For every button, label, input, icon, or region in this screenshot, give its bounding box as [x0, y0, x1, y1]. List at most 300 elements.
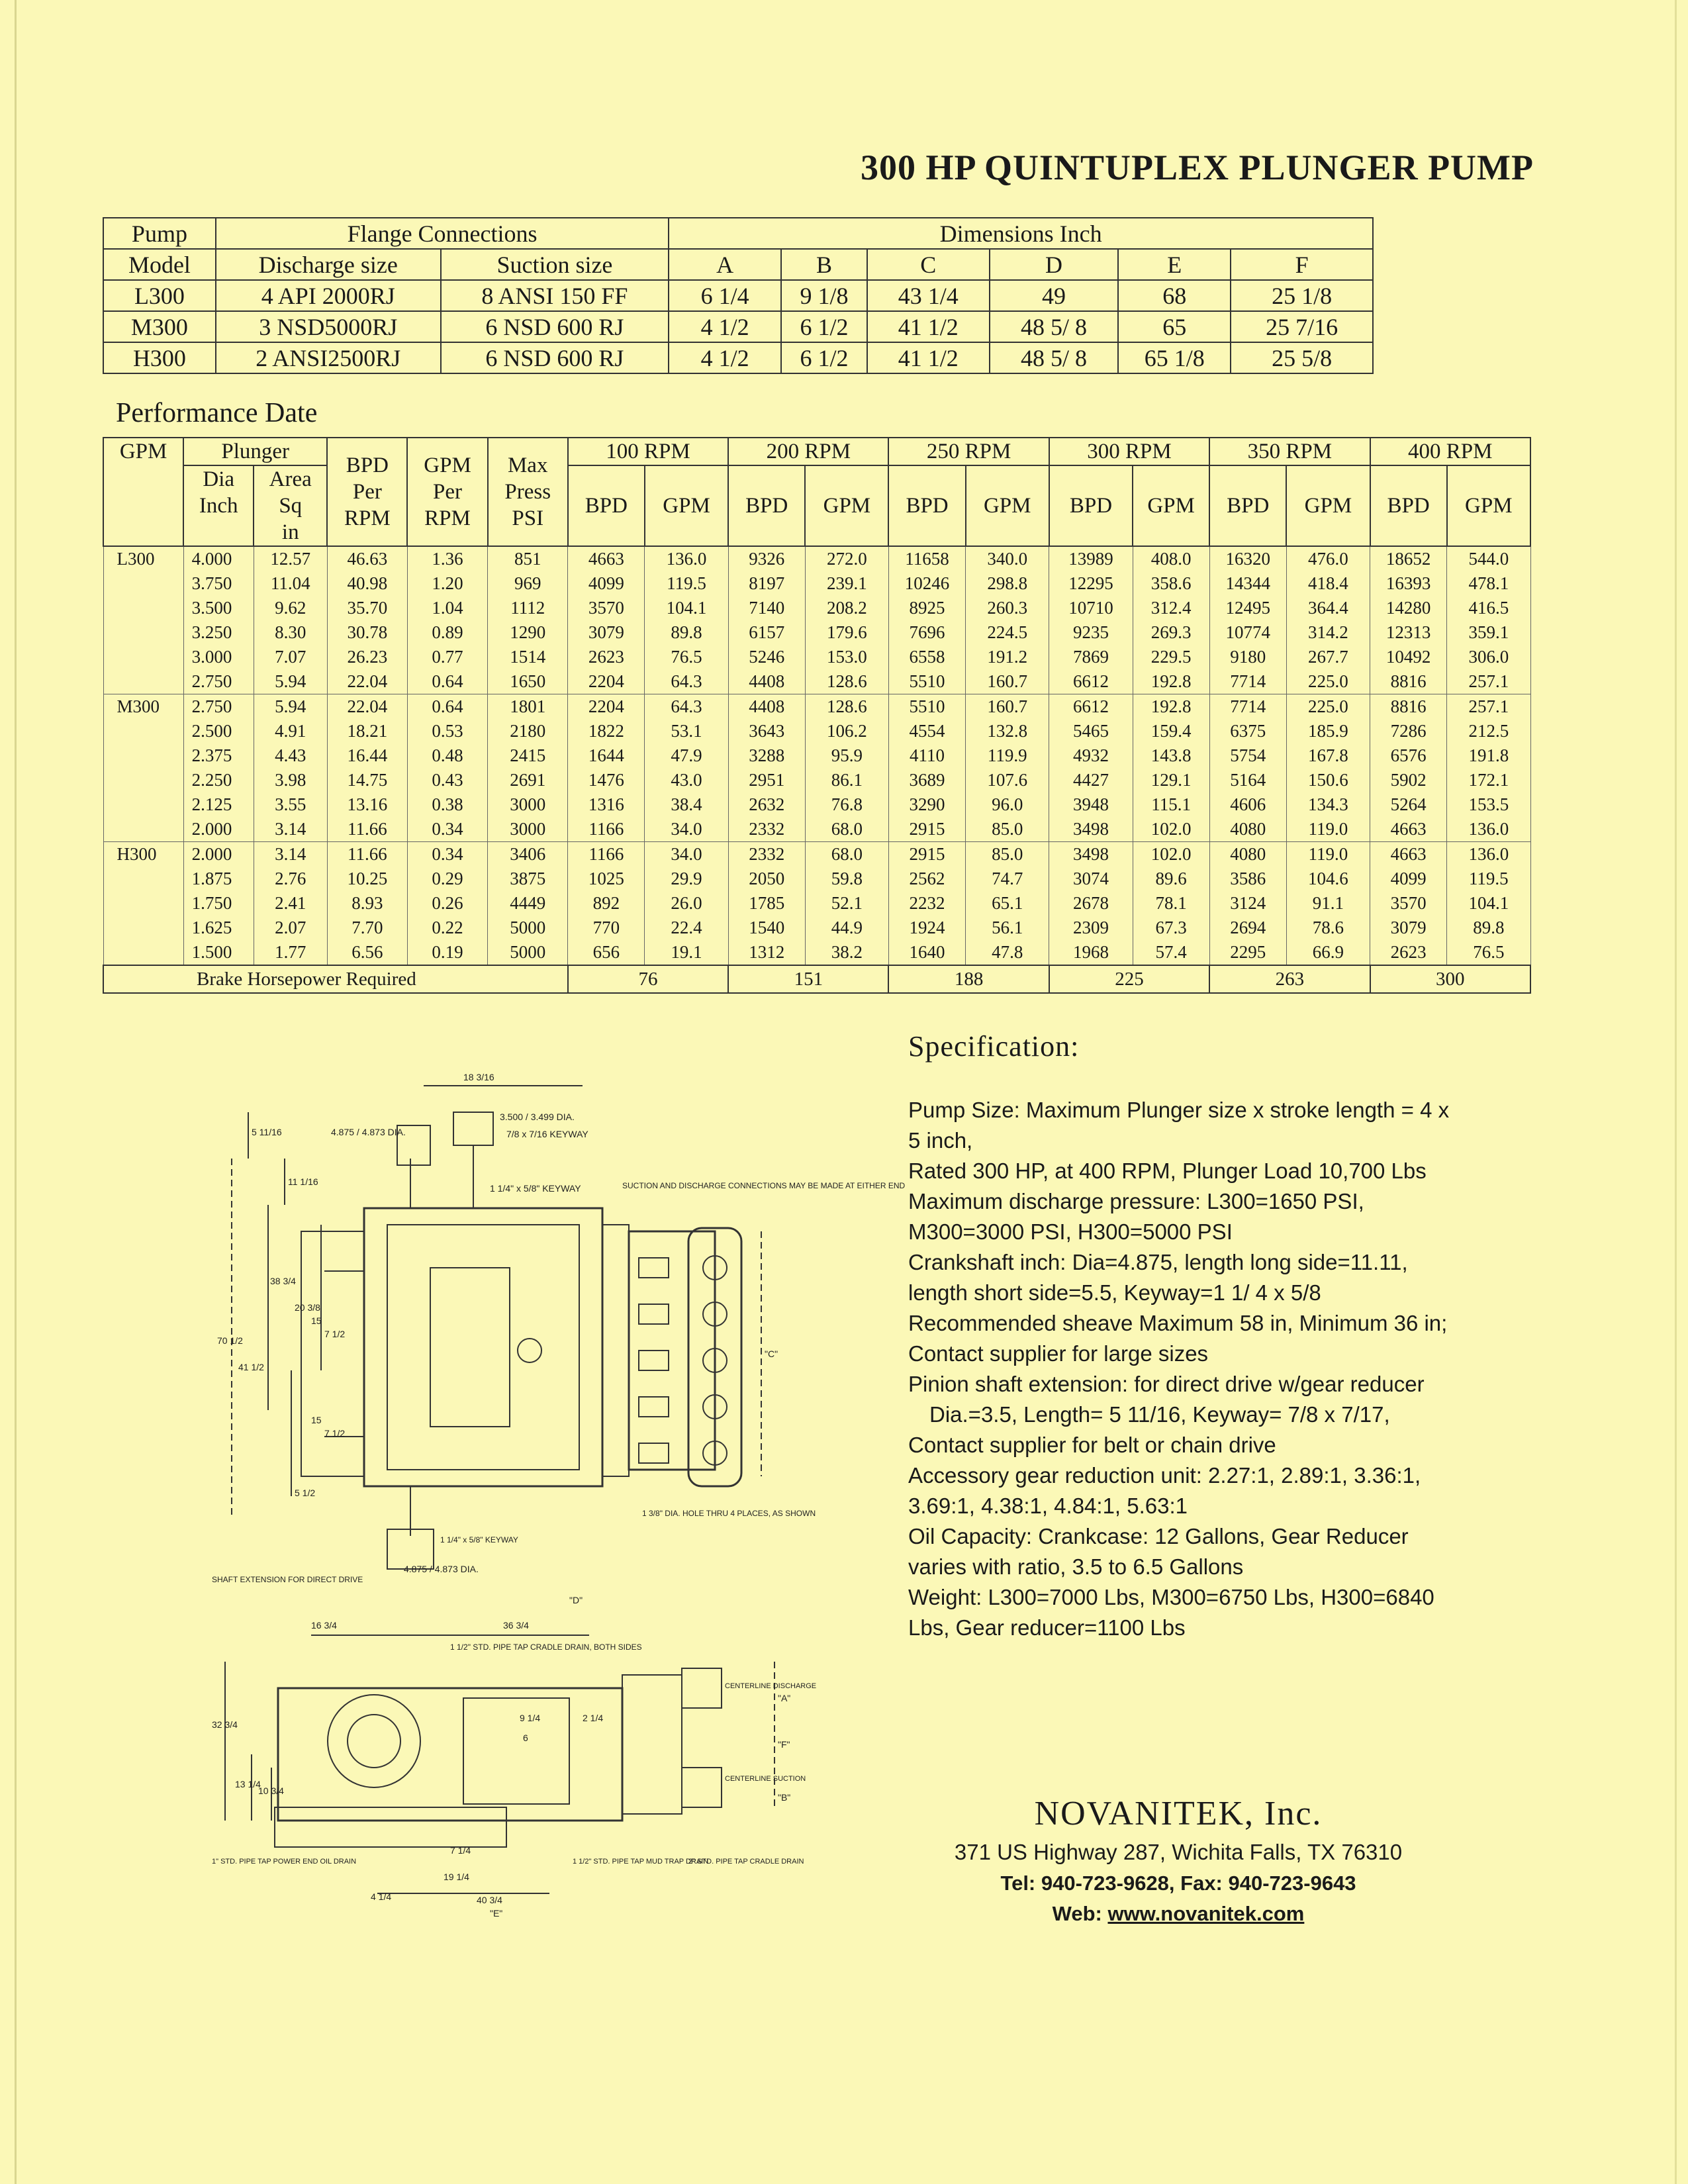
performance-cell: 4080: [1209, 842, 1286, 867]
dimensions-row: [103, 280, 1373, 311]
drawing-label: 40 3/4: [477, 1895, 502, 1905]
performance-cell: 89.8: [645, 620, 728, 645]
performance-cell: 5510: [888, 694, 965, 720]
performance-cell: 212.5: [1447, 719, 1530, 743]
performance-cell: 0.89: [407, 620, 487, 645]
bhp-value: 188: [888, 965, 1049, 993]
performance-cell: 0.64: [407, 694, 487, 720]
performance-cell: 3079: [1370, 916, 1447, 940]
performance-cell: 67.3: [1133, 916, 1209, 940]
performance-cell: 3124: [1209, 891, 1286, 916]
header-max-press: Max Press PSI: [488, 438, 568, 546]
performance-cell: 3498: [1049, 842, 1133, 867]
header-gpm-sub: GPM: [966, 465, 1049, 546]
performance-cell: 2.375: [183, 743, 254, 768]
performance-cell: 225.0: [1286, 694, 1370, 720]
dimension-cell: 6 1/4: [669, 280, 781, 311]
performance-cell: 1025: [568, 867, 645, 891]
header-discharge: Discharge size: [216, 249, 441, 280]
performance-cell: 8.30: [254, 620, 327, 645]
drawing-label: 1 3/8" DIA. HOLE THRU 4 PLACES, AS SHOWN: [642, 1509, 816, 1518]
drawing-label: 19 1/4: [444, 1872, 469, 1882]
performance-cell: 76.5: [1447, 940, 1530, 965]
performance-row: [103, 817, 1530, 842]
header-gpm: GPM: [103, 438, 183, 546]
header-bpd-per-rpm: BPD Per RPM: [327, 438, 407, 546]
drawing-label: "F": [778, 1739, 790, 1750]
performance-cell: 66.9: [1286, 940, 1370, 965]
side-view-drawing: [225, 1635, 774, 1893]
performance-cell: 9326: [728, 546, 805, 571]
performance-cell: 1540: [728, 916, 805, 940]
performance-cell: 2180: [488, 719, 568, 743]
performance-cell: 18.21: [327, 719, 407, 743]
dimension-cell: 2 ANSI2500RJ: [216, 342, 441, 373]
pump-model-cell: H300: [103, 842, 183, 867]
performance-cell: 4099: [1370, 867, 1447, 891]
drawing-label: "D": [569, 1595, 583, 1605]
performance-cell: 89.6: [1133, 867, 1209, 891]
performance-cell: 115.1: [1133, 792, 1209, 817]
drawing-label: 70 1/2: [217, 1335, 243, 1346]
performance-cell: 185.9: [1286, 719, 1370, 743]
dimension-cell: 4 1/2: [669, 342, 781, 373]
page-edge: [15, 0, 17, 2184]
header-suction: Suction size: [441, 249, 669, 280]
header-rpm-350: 350 RPM: [1209, 438, 1370, 465]
performance-cell: 4408: [728, 694, 805, 720]
header-gpm-sub: GPM: [805, 465, 888, 546]
dimension-cell: 9 1/8: [781, 280, 867, 311]
performance-cell: 257.1: [1447, 694, 1530, 720]
performance-cell: 229.5: [1133, 645, 1209, 669]
performance-cell: 7286: [1370, 719, 1447, 743]
performance-cell: 6.56: [327, 940, 407, 965]
drawing-label: CENTERLINE SUCTION: [725, 1775, 806, 1783]
spec-line: Recommended sheave Maximum 58 in, Minimum 36 in; Contact supplier for large sizes: [908, 1311, 1448, 1366]
performance-cell: 16.44: [327, 743, 407, 768]
performance-cell: 269.3: [1133, 620, 1209, 645]
performance-cell: 8816: [1370, 669, 1447, 694]
header-gpm-sub: GPM: [1447, 465, 1530, 546]
dimensions-table: [103, 217, 1374, 374]
performance-row: [103, 571, 1530, 596]
performance-cell: 4.000: [183, 546, 254, 571]
drawing-label: 16 3/4: [311, 1620, 337, 1631]
performance-cell: 1.04: [407, 596, 487, 620]
performance-cell: 4110: [888, 743, 965, 768]
performance-cell: 544.0: [1447, 546, 1530, 571]
performance-cell: 3.14: [254, 817, 327, 842]
performance-cell: 11.66: [327, 817, 407, 842]
performance-cell: 476.0: [1286, 546, 1370, 571]
performance-cell: 68.0: [805, 842, 888, 867]
performance-cell: 159.4: [1133, 719, 1209, 743]
performance-row: [103, 867, 1530, 891]
performance-cell: 104.1: [1447, 891, 1530, 916]
performance-cell: 64.3: [645, 694, 728, 720]
performance-cell: 314.2: [1286, 620, 1370, 645]
performance-cell: 14.75: [327, 768, 407, 792]
performance-cell: 478.1: [1447, 571, 1530, 596]
performance-cell: 107.6: [966, 768, 1049, 792]
performance-cell: 179.6: [805, 620, 888, 645]
drawing-label: 41 1/2: [238, 1362, 264, 1372]
performance-cell: 2623: [568, 645, 645, 669]
performance-cell: 2.250: [183, 768, 254, 792]
performance-cell: 12295: [1049, 571, 1133, 596]
performance-cell: 7.70: [327, 916, 407, 940]
header-gpm-sub: GPM: [1286, 465, 1370, 546]
performance-cell: 119.0: [1286, 842, 1370, 867]
dimension-cell: 6 NSD 600 RJ: [441, 311, 669, 342]
performance-cell: 9235: [1049, 620, 1133, 645]
performance-cell: 3.750: [183, 571, 254, 596]
performance-cell: 2.750: [183, 694, 254, 720]
performance-row: [103, 891, 1530, 916]
header-bpd: BPD: [568, 465, 645, 546]
performance-cell: 160.7: [966, 669, 1049, 694]
performance-cell: 191.8: [1447, 743, 1530, 768]
page-title: 300 HP QUINTUPLEX PLUNGER PUMP: [861, 148, 1534, 187]
performance-cell: 136.0: [1447, 842, 1530, 867]
performance-cell: 2.41: [254, 891, 327, 916]
performance-cell: 136.0: [645, 546, 728, 571]
dimension-cell: 48 5/ 8: [990, 311, 1119, 342]
performance-cell: 43.0: [645, 768, 728, 792]
dimension-cell: 3 NSD5000RJ: [216, 311, 441, 342]
drawing-label: 1" STD. PIPE TAP POWER END OIL DRAIN: [212, 1858, 357, 1866]
drawing-label: 1 1/2" STD. PIPE TAP CRADLE DRAIN, BOTH SIDES: [450, 1642, 642, 1652]
performance-cell: 7714: [1209, 669, 1286, 694]
performance-cell: 2.750: [183, 669, 254, 694]
performance-cell: 3570: [568, 596, 645, 620]
performance-row: [103, 645, 1530, 669]
header-dia: Dia Inch: [183, 465, 254, 546]
spec-line: Weight: L300=7000 Lbs, M300=6750 Lbs, H300=6840 Lbs, Gear reducer=1100 Lbs: [908, 1585, 1434, 1640]
performance-cell: 5000: [488, 940, 568, 965]
company-web: [914, 1902, 1443, 1926]
performance-cell: 64.3: [645, 669, 728, 694]
pump-dimension-drawings: [212, 1066, 906, 1920]
performance-cell: 119.0: [1286, 817, 1370, 842]
header-dim-f: F: [1231, 249, 1373, 280]
performance-cell: 3290: [888, 792, 965, 817]
performance-cell: 340.0: [966, 546, 1049, 571]
performance-cell: 7140: [728, 596, 805, 620]
performance-cell: 3288: [728, 743, 805, 768]
drawing-label: 15: [311, 1415, 322, 1425]
performance-cell: 2204: [568, 694, 645, 720]
performance-cell: 5902: [1370, 768, 1447, 792]
header-dim-b: B: [781, 249, 867, 280]
performance-cell: 150.6: [1286, 768, 1370, 792]
dimension-cell: 41 1/2: [867, 342, 990, 373]
performance-cell: 1.750: [183, 891, 254, 916]
performance-cell: 78.6: [1286, 916, 1370, 940]
performance-cell: 119.5: [1447, 867, 1530, 891]
performance-cell: 969: [488, 571, 568, 596]
performance-cell: 104.6: [1286, 867, 1370, 891]
page-edge: [1675, 0, 1677, 2184]
performance-row: [103, 620, 1530, 645]
performance-cell: 5510: [888, 669, 965, 694]
performance-cell: 35.70: [327, 596, 407, 620]
performance-cell: 34.0: [645, 817, 728, 842]
performance-cell: 167.8: [1286, 743, 1370, 768]
performance-cell: 1640: [888, 940, 965, 965]
pump-model-cell: [103, 792, 183, 817]
performance-cell: 106.2: [805, 719, 888, 743]
dimension-cell: 65: [1118, 311, 1231, 342]
drawing-label: 1 1/2" STD. PIPE TAP MUD TRAP DRAIN: [573, 1858, 709, 1866]
dimension-cell: 25 1/8: [1231, 280, 1373, 311]
performance-cell: 38.4: [645, 792, 728, 817]
performance-cell: 2415: [488, 743, 568, 768]
performance-cell: 1166: [568, 817, 645, 842]
performance-cell: 3079: [568, 620, 645, 645]
drawing-label: 15: [311, 1315, 322, 1326]
performance-cell: 7.07: [254, 645, 327, 669]
dimension-cell: 25 7/16: [1231, 311, 1373, 342]
performance-cell: 2951: [728, 768, 805, 792]
header-gpm-sub: GPM: [1133, 465, 1209, 546]
performance-cell: 1801: [488, 694, 568, 720]
performance-cell: 3.500: [183, 596, 254, 620]
performance-cell: 267.7: [1286, 645, 1370, 669]
performance-cell: 38.2: [805, 940, 888, 965]
performance-cell: 4449: [488, 891, 568, 916]
performance-cell: 892: [568, 891, 645, 916]
header-flange-connections: Flange Connections: [216, 218, 669, 249]
performance-cell: 851: [488, 546, 568, 571]
performance-cell: 192.8: [1133, 669, 1209, 694]
dimension-cell: 8 ANSI 150 FF: [441, 280, 669, 311]
performance-cell: 2.76: [254, 867, 327, 891]
performance-cell: 134.3: [1286, 792, 1370, 817]
pump-model-cell: M300: [103, 694, 183, 720]
performance-cell: 119.9: [966, 743, 1049, 768]
performance-row: [103, 669, 1530, 694]
performance-cell: 4099: [568, 571, 645, 596]
performance-cell: 11.66: [327, 842, 407, 867]
performance-cell: 8.93: [327, 891, 407, 916]
performance-cell: 1.77: [254, 940, 327, 965]
performance-cell: 1290: [488, 620, 568, 645]
header-rpm-250: 250 RPM: [888, 438, 1049, 465]
performance-cell: 4663: [1370, 842, 1447, 867]
performance-cell: 2915: [888, 817, 965, 842]
performance-cell: 3074: [1049, 867, 1133, 891]
drawing-label: 4.875 / 4.873 DIA.: [404, 1564, 479, 1574]
pump-model-cell: [103, 817, 183, 842]
drawing-labels: [212, 1072, 906, 1919]
performance-cell: 1785: [728, 891, 805, 916]
performance-cell: 1822: [568, 719, 645, 743]
performance-cell: 2694: [1209, 916, 1286, 940]
performance-cell: 272.0: [805, 546, 888, 571]
performance-cell: 16393: [1370, 571, 1447, 596]
dimension-cell: 43 1/4: [867, 280, 990, 311]
performance-cell: 22.04: [327, 669, 407, 694]
performance-cell: 656: [568, 940, 645, 965]
performance-cell: 74.7: [966, 867, 1049, 891]
performance-cell: 91.1: [1286, 891, 1370, 916]
performance-cell: 4663: [568, 546, 645, 571]
pump-model-cell: [103, 867, 183, 891]
performance-cell: 8925: [888, 596, 965, 620]
performance-cell: 5164: [1209, 768, 1286, 792]
performance-cell: 3406: [488, 842, 568, 867]
performance-cell: 0.22: [407, 916, 487, 940]
header-plunger: Plunger: [183, 438, 327, 465]
performance-cell: 52.1: [805, 891, 888, 916]
performance-cell: 2.500: [183, 719, 254, 743]
performance-cell: 19.1: [645, 940, 728, 965]
performance-cell: 1.625: [183, 916, 254, 940]
performance-cell: 95.9: [805, 743, 888, 768]
performance-cell: 364.4: [1286, 596, 1370, 620]
performance-cell: 224.5: [966, 620, 1049, 645]
performance-cell: 1.36: [407, 546, 487, 571]
performance-cell: 6612: [1049, 694, 1133, 720]
performance-cell: 0.43: [407, 768, 487, 792]
drawing-label: 1 1/4" x 5/8" KEYWAY: [440, 1535, 518, 1544]
performance-cell: 0.26: [407, 891, 487, 916]
performance-row: [103, 792, 1530, 817]
performance-cell: 153.5: [1447, 792, 1530, 817]
performance-cell: 2332: [728, 817, 805, 842]
pump-model-cell: [103, 743, 183, 768]
spec-line: Maximum discharge pressure: L300=1650 PSI, M300=3000 PSI, H300=5000 PSI: [908, 1189, 1364, 1244]
pump-model-cell: [103, 940, 183, 965]
bhp-value: 263: [1209, 965, 1370, 993]
performance-cell: 68.0: [805, 817, 888, 842]
performance-cell: 5000: [488, 916, 568, 940]
performance-cell: 2632: [728, 792, 805, 817]
performance-cell: 2562: [888, 867, 965, 891]
performance-cell: 312.4: [1133, 596, 1209, 620]
performance-cell: 47.8: [966, 940, 1049, 965]
drawing-label: 38 3/4: [270, 1276, 296, 1286]
performance-cell: 0.64: [407, 669, 487, 694]
website-link[interactable]: www.novanitek.com: [1107, 1902, 1305, 1925]
performance-cell: 1514: [488, 645, 568, 669]
performance-cell: 208.2: [805, 596, 888, 620]
dimension-cell: 6 1/2: [781, 311, 867, 342]
header-gpm-sub: GPM: [645, 465, 728, 546]
performance-cell: 3.14: [254, 842, 327, 867]
specification-heading: Specification:: [908, 1030, 1080, 1063]
performance-cell: 2678: [1049, 891, 1133, 916]
drawing-label: "E": [490, 1908, 503, 1919]
header-model: Model: [103, 249, 216, 280]
performance-cell: 132.8: [966, 719, 1049, 743]
performance-cell: 3498: [1049, 817, 1133, 842]
performance-cell: 143.8: [1133, 743, 1209, 768]
pump-model-cell: L300: [103, 280, 216, 311]
company-phone: Tel: 940-723-9628, Fax: 940-723-9643: [1000, 1872, 1356, 1895]
drawing-label: 7 1/2: [324, 1428, 346, 1439]
dimensions-row: [103, 311, 1373, 342]
spec-line: Crankshaft inch: Dia=4.875, length long side=11.11, length short side=5.5, Keyway=1 1/ 4 x 5/8: [908, 1250, 1408, 1305]
performance-cell: 192.8: [1133, 694, 1209, 720]
drawing-label: 3.500 / 3.499 DIA.: [500, 1112, 575, 1122]
performance-row: [103, 596, 1530, 620]
performance-cell: 44.9: [805, 916, 888, 940]
pump-model-cell: [103, 916, 183, 940]
performance-cell: 3000: [488, 817, 568, 842]
performance-cell: 16320: [1209, 546, 1286, 571]
performance-cell: 153.0: [805, 645, 888, 669]
performance-cell: 10.25: [327, 867, 407, 891]
performance-cell: 416.5: [1447, 596, 1530, 620]
performance-cell: 0.38: [407, 792, 487, 817]
drawing-label: SUCTION AND DISCHARGE CONNECTIONS MAY BE MADE AT EITHER END: [622, 1181, 906, 1190]
bhp-value: 225: [1049, 965, 1209, 993]
performance-cell: 13.16: [327, 792, 407, 817]
performance-table: [103, 437, 1531, 994]
dimension-cell: 68: [1118, 280, 1231, 311]
drawing-label: "C": [765, 1349, 778, 1359]
performance-cell: 76.5: [645, 645, 728, 669]
header-dimensions: Dimensions Inch: [669, 218, 1373, 249]
performance-cell: 3000: [488, 792, 568, 817]
performance-cell: 59.8: [805, 867, 888, 891]
performance-cell: 306.0: [1447, 645, 1530, 669]
header-bpd: BPD: [1049, 465, 1133, 546]
header-dim-e: E: [1118, 249, 1231, 280]
performance-cell: 18652: [1370, 546, 1447, 571]
performance-cell: 2.07: [254, 916, 327, 940]
performance-cell: 8197: [728, 571, 805, 596]
performance-cell: 11.04: [254, 571, 327, 596]
performance-cell: 2204: [568, 669, 645, 694]
performance-cell: 102.0: [1133, 842, 1209, 867]
performance-cell: 22.4: [645, 916, 728, 940]
performance-cell: 34.0: [645, 842, 728, 867]
dimension-cell: 65 1/8: [1118, 342, 1231, 373]
performance-cell: 2915: [888, 842, 965, 867]
performance-cell: 1.20: [407, 571, 487, 596]
performance-cell: 14344: [1209, 571, 1286, 596]
performance-cell: 9.62: [254, 596, 327, 620]
performance-cell: 358.6: [1133, 571, 1209, 596]
performance-row: [103, 546, 1530, 571]
dimension-cell: 41 1/2: [867, 311, 990, 342]
dimensions-table-body: [103, 280, 1373, 373]
performance-cell: 5264: [1370, 792, 1447, 817]
performance-cell: 57.4: [1133, 940, 1209, 965]
performance-cell: 1316: [568, 792, 645, 817]
performance-cell: 2.125: [183, 792, 254, 817]
performance-cell: 3689: [888, 768, 965, 792]
spec-line: Oil Capacity: Crankcase: 12 Gallons, Gear Reducer varies with ratio, 3.5 to 6.5 Gallons: [908, 1524, 1409, 1579]
performance-cell: 418.4: [1286, 571, 1370, 596]
performance-cell: 5.94: [254, 694, 327, 720]
performance-cell: 3643: [728, 719, 805, 743]
performance-cell: 2691: [488, 768, 568, 792]
performance-cell: 47.9: [645, 743, 728, 768]
header-bpd: BPD: [728, 465, 805, 546]
performance-cell: 10774: [1209, 620, 1286, 645]
performance-row: [103, 743, 1530, 768]
dimension-cell: 6 NSD 600 RJ: [441, 342, 669, 373]
performance-cell: 85.0: [966, 817, 1049, 842]
header-rpm-200: 200 RPM: [728, 438, 888, 465]
performance-row: [103, 768, 1530, 792]
performance-cell: 0.29: [407, 867, 487, 891]
